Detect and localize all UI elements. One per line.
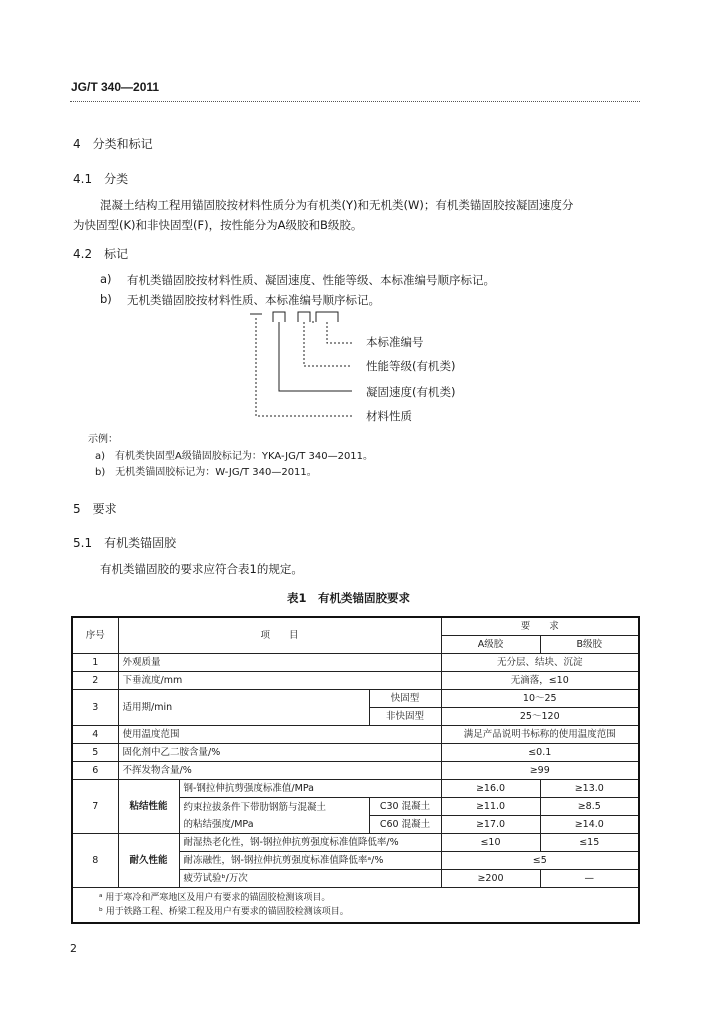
section-4-1-para-line2: 为快固型(K)和非快固型(F)，按性能分为A级胶和B级胶。	[73, 218, 363, 232]
cell-no: 2	[72, 672, 118, 690]
cell-value-b: ≥14.0	[540, 816, 639, 834]
list-item-a-label: a)	[100, 272, 112, 286]
table-header-row	[72, 617, 639, 636]
cell-group: 粘结性能	[118, 780, 179, 834]
cell-value: 无滴落，≤10	[441, 672, 639, 690]
example-b: b) 无机类锚固胶标记为：W-JG/T 340—2011。	[95, 467, 317, 478]
leader-material	[256, 318, 352, 416]
cell-value: 25～120	[441, 708, 639, 726]
header-item: 项 目	[118, 617, 441, 654]
list-item-b-label: b)	[100, 292, 112, 306]
leader-standard	[327, 322, 352, 343]
table-note-row	[72, 905, 639, 923]
cell-no: 5	[72, 744, 118, 762]
header-rule	[70, 101, 640, 102]
cell-item: 耐湿热老化性，钢-钢拉伸抗剪强度标准值降低率/%	[179, 834, 441, 852]
cell-item-line: 的粘结强度/MPa	[183, 818, 254, 830]
cell-value-a: ≤10	[441, 834, 540, 852]
document-code-header: JG/T 340—2011	[71, 80, 160, 94]
cell-subitem: C30 混凝土	[369, 798, 441, 816]
cell-value: ≤0.1	[441, 744, 639, 762]
cell-item: 下垂流度/mm	[118, 672, 441, 690]
table-row	[72, 654, 639, 672]
table-1	[71, 616, 640, 924]
table-row	[72, 690, 639, 708]
cell-value: 无分层、结块、沉淀	[441, 654, 639, 672]
cell-item: 不挥发物含量/%	[118, 762, 441, 780]
cell-item: 使用温度范围	[118, 726, 441, 744]
cell-item: 外观质量	[118, 654, 441, 672]
cell-no: 6	[72, 762, 118, 780]
table-row	[72, 726, 639, 744]
diagram-label-speed: 凝固速度(有机类)	[366, 385, 456, 399]
cell-item-line: 约束拉拔条件下带肋钢筋与混凝土	[183, 801, 327, 813]
cell-item: 疲劳试验ᵇ/万次	[179, 870, 441, 888]
cell-value-b: ≤15	[540, 834, 639, 852]
diagram-label-standard: 本标准编号	[366, 335, 424, 349]
section-5-title: 5 要求	[73, 502, 117, 516]
cell-group: 耐久性能	[118, 834, 179, 888]
cell-item: 钢-钢拉伸抗剪强度标准值/MPa	[179, 780, 441, 798]
header-requirement: 要 求	[441, 617, 639, 636]
table-row	[72, 744, 639, 762]
cell-no: 1	[72, 654, 118, 672]
cell-item: 耐冻融性，钢-钢拉伸抗剪强度标准值降低率ᵃ/%	[179, 852, 441, 870]
cell-subitem: 快固型	[369, 690, 441, 708]
box-speed	[273, 312, 285, 322]
section-4-title: 4 分类和标记	[73, 137, 153, 151]
header-grade-b: B级胶	[540, 636, 639, 654]
diagram-label-grade: 性能等级(有机类)	[366, 359, 456, 373]
cell-subitem: C60 混凝土	[369, 816, 441, 834]
table-row	[72, 762, 639, 780]
cell-no: 3	[72, 690, 118, 726]
cell-no: 8	[72, 834, 118, 888]
leader-speed	[279, 322, 352, 391]
diagram-label-material: 材料性质	[366, 409, 412, 423]
table-row	[72, 672, 639, 690]
table-note-a: ᵃ 用于寒冷和严寒地区及用户有要求的锚固胶检测该项目。	[99, 893, 331, 903]
cell-value: ≥99	[441, 762, 639, 780]
cell-no: 4	[72, 726, 118, 744]
cell-item	[179, 798, 369, 834]
section-4-2-title: 4.2 标记	[73, 247, 129, 261]
section-5-1-title: 5.1 有机类锚固胶	[73, 536, 177, 550]
section-4-1-para-line1: 混凝土结构工程用锚固胶按材料性质分为有机类(Y)和无机类(W)；有机类锚固胶按凝固速度分	[100, 198, 574, 212]
cell-value: 10～25	[441, 690, 639, 708]
header-no: 序号	[72, 617, 118, 654]
cell-value-b: ≥13.0	[540, 780, 639, 798]
box-grade	[298, 312, 310, 322]
header-grade-a: A级胶	[441, 636, 540, 654]
table-note-b: ᵇ 用于铁路工程、桥梁工程及用户有要求的锚固胶检测该项目。	[99, 907, 349, 917]
list-item-a-text: 有机类锚固胶按材料性质、凝固速度、性能等级、本标准编号顺序标记。	[127, 273, 495, 287]
example-a: a) 有机类快固型A级锚固胶标记为：YKA-JG/T 340—2011。	[95, 451, 374, 462]
section-4-1-title: 4.1 分类	[73, 172, 129, 186]
cell-no: 7	[72, 780, 118, 834]
leader-grade	[304, 322, 352, 366]
cell-item: 固化剂中乙二胺含量/%	[118, 744, 441, 762]
table-1-caption: 表1 有机类锚固胶要求	[287, 591, 411, 605]
cell-value: ≤5	[441, 852, 639, 870]
list-item-b-text: 无机类锚固胶按材料性质、本标准编号顺序标记。	[127, 293, 380, 307]
box-standard	[316, 312, 338, 322]
cell-value-b: ≥8.5	[540, 798, 639, 816]
cell-value: 满足产品说明书标称的使用温度范围	[441, 726, 639, 744]
page-number: 2	[70, 942, 77, 955]
table-note-row	[72, 888, 639, 906]
cell-value-a: ≥16.0	[441, 780, 540, 798]
section-5-1-para: 有机类锚固胶的要求应符合表1的规定。	[100, 562, 303, 576]
table-row	[72, 834, 639, 852]
cell-value-a: ≥17.0	[441, 816, 540, 834]
cell-value-b: —	[540, 870, 639, 888]
cell-subitem: 非快固型	[369, 708, 441, 726]
cell-value-a: ≥11.0	[441, 798, 540, 816]
table-row	[72, 780, 639, 798]
cell-item: 适用期/min	[118, 690, 369, 726]
marking-diagram	[240, 308, 370, 423]
cell-value-a: ≥200	[441, 870, 540, 888]
example-title: 示例：	[88, 434, 118, 445]
